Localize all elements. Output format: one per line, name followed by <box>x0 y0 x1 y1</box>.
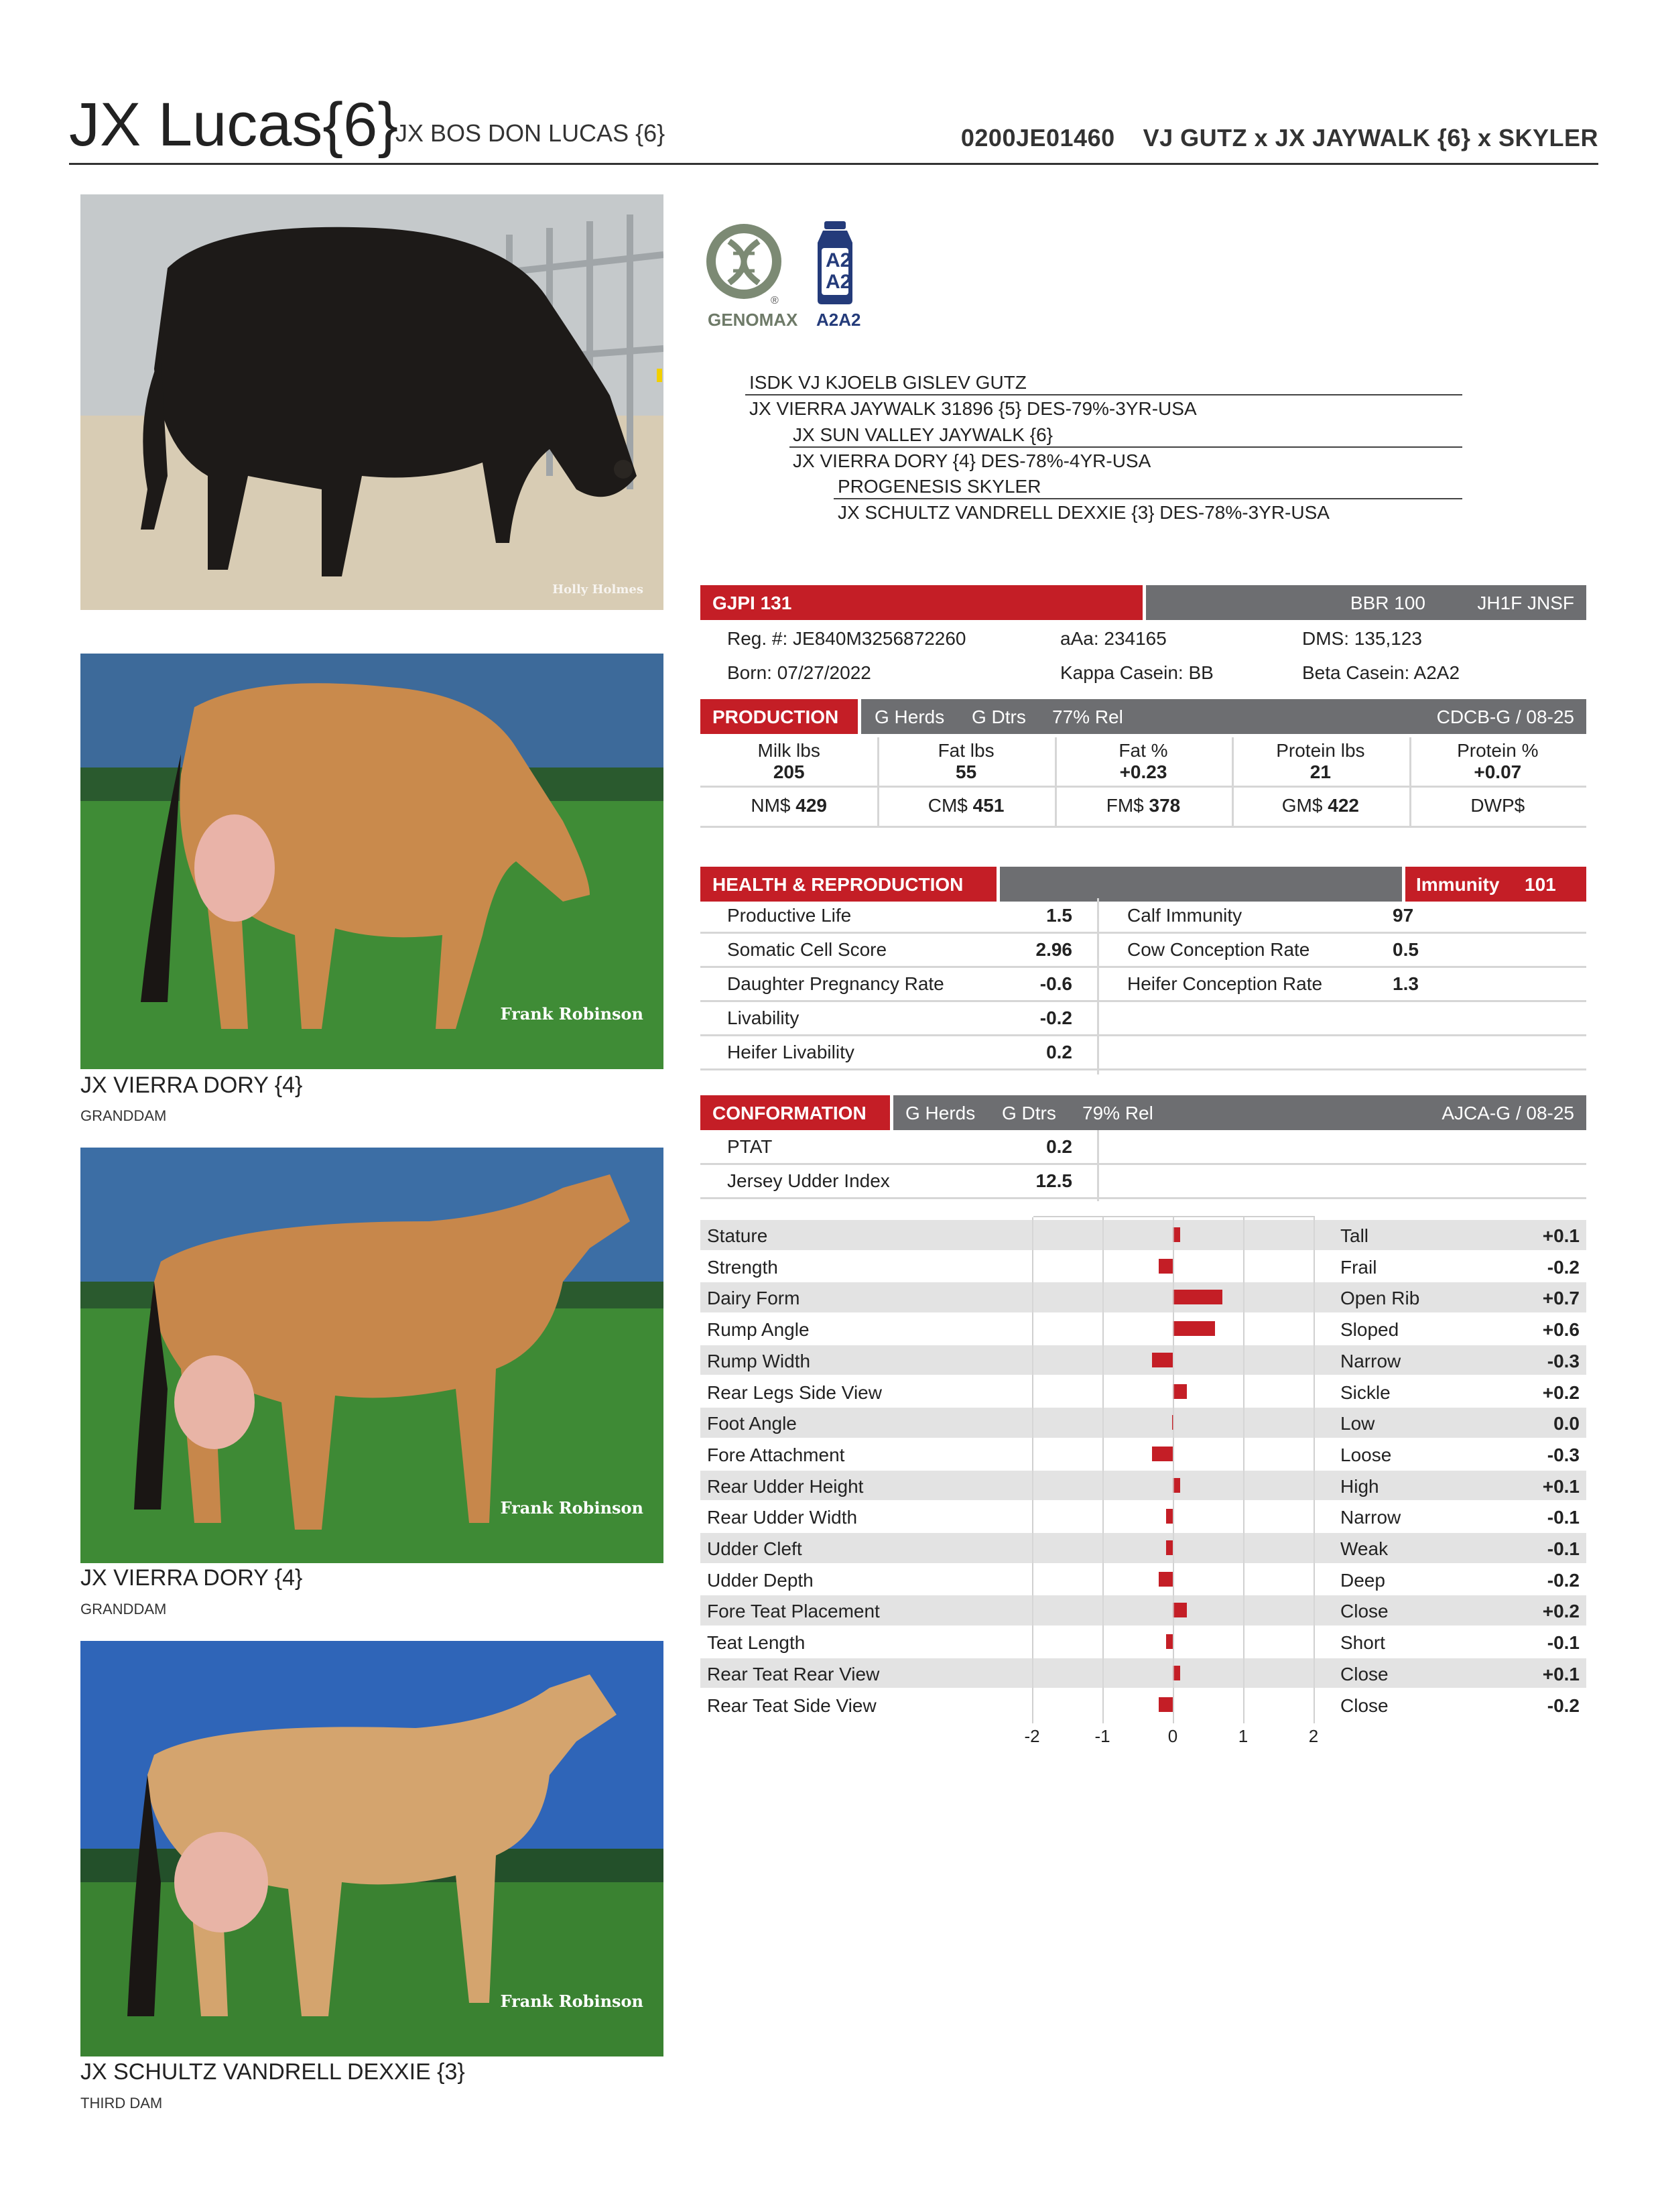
linear-trait-value: -0.2 <box>1547 1256 1580 1278</box>
production-trait-value: 55 <box>956 761 977 782</box>
linear-trait-end: Tall <box>1340 1225 1369 1246</box>
linear-trait-end: Weak <box>1340 1538 1389 1559</box>
linear-trait-name: Teat Length <box>707 1632 806 1654</box>
linear-trait-name: Rump Width <box>707 1350 811 1371</box>
pedigree-rule <box>789 446 1462 448</box>
linear-trait-row <box>700 1408 1586 1438</box>
photo-caption: JX VIERRA DORY {4} <box>80 1072 303 1098</box>
row-divider <box>700 826 1586 828</box>
linear-trait-end: Close <box>1340 1695 1389 1716</box>
column-divider <box>1097 1130 1099 1201</box>
linear-trait-value: -0.2 <box>1547 1569 1580 1591</box>
index-label: FM$ <box>1106 795 1149 816</box>
production-dtrs: G Dtrs <box>972 706 1026 727</box>
health-title: HEALTH & REPRODUCTION <box>712 874 964 895</box>
immunity-bar <box>1405 867 1586 902</box>
health-title-bar <box>700 867 997 902</box>
linear-trait-name: Rear Teat Side View <box>707 1695 877 1716</box>
health-trait-label: Heifer Conception Rate <box>1127 973 1323 994</box>
index-label: GM$ <box>1281 795 1328 816</box>
linear-trait-name: Rump Angle <box>707 1319 810 1341</box>
pedigree-mgs: JX SUN VALLEY JAYWALK {6} <box>793 424 1053 445</box>
granddam-photo-2 <box>80 1148 663 1563</box>
x-tick-label: -1 <box>1094 1726 1110 1747</box>
photo-credit: Holly Holmes <box>552 582 643 597</box>
linear-trait-row <box>700 1690 1586 1720</box>
linear-trait-bar <box>1166 1634 1173 1649</box>
a2a2-label: A2A2 <box>816 310 861 330</box>
bull-photo <box>80 194 663 610</box>
linear-trait-bar <box>1173 1603 1187 1617</box>
linear-trait-bar <box>1152 1447 1173 1461</box>
production-info-bar <box>861 699 1586 734</box>
page-title: JX Lucas{6} <box>69 90 399 159</box>
linear-trait-end: Close <box>1340 1663 1389 1684</box>
reg-number: Reg. #: JE840M3256872260 <box>727 628 966 649</box>
index-value: 422 <box>1328 795 1359 816</box>
linear-trait-value: +0.6 <box>1542 1319 1580 1341</box>
linear-trait-bar <box>1159 1259 1173 1274</box>
linear-trait-end: Loose <box>1340 1444 1392 1465</box>
pedigree-mggs: PROGENESIS SKYLER <box>838 476 1041 497</box>
linear-trait-value: -0.1 <box>1547 1538 1580 1559</box>
photo-subcaption: GRANDDAM <box>80 1601 167 1617</box>
linear-trait-row <box>700 1377 1586 1407</box>
haplotypes: JH1F JNSF <box>1477 593 1574 613</box>
conformation-dtrs: G Dtrs <box>1002 1103 1056 1123</box>
linear-trait-value: -0.3 <box>1547 1444 1580 1465</box>
production-index <box>700 795 877 816</box>
linear-trait-name: Rear Legs Side View <box>707 1381 882 1403</box>
aaa-code: aAa: 234165 <box>1060 628 1167 649</box>
production-rel: 77% Rel <box>1052 706 1123 727</box>
linear-trait-row <box>700 1220 1586 1250</box>
linear-trait-bar <box>1166 1509 1173 1524</box>
pedigree-rule <box>745 394 1462 395</box>
index-label: CM$ <box>928 795 973 816</box>
conformation-title-bar <box>700 1095 890 1130</box>
linear-trait-end: Short <box>1340 1632 1385 1654</box>
linear-trait-name: Fore Teat Placement <box>707 1601 880 1622</box>
health-trait-value: -0.6 <box>1039 973 1072 994</box>
registered-mark: ® <box>771 295 779 306</box>
gjpi-bar <box>700 585 1143 620</box>
linear-trait-row <box>700 1564 1586 1595</box>
linear-trait-bar <box>1152 1353 1173 1367</box>
linear-trait-row <box>700 1282 1586 1312</box>
health-trait-value: 2.96 <box>1035 939 1072 960</box>
linear-trait-row <box>700 1658 1586 1688</box>
conformation-info-bar <box>893 1095 1586 1130</box>
a2a2-logo <box>811 221 865 335</box>
health-trait-value: 97 <box>1393 905 1414 926</box>
production-trait-label: Milk lbs <box>757 740 820 761</box>
a2-mid: A2 <box>826 271 852 293</box>
linear-trait-end: Sickle <box>1340 1381 1391 1403</box>
linear-trait-row <box>700 1439 1586 1469</box>
health-trait-label: Calf Immunity <box>1127 905 1242 926</box>
linear-trait-name: Stature <box>707 1225 768 1246</box>
registered-name: JX BOS DON LUCAS {6} <box>395 119 665 147</box>
linear-trait-row <box>700 1471 1586 1501</box>
photo-credit: Frank Robinson <box>500 1991 643 2011</box>
header-rule <box>69 163 1598 165</box>
conformation-row-label: PTAT <box>727 1136 773 1157</box>
health-trait-value: 1.5 <box>1046 905 1072 926</box>
row-divider <box>700 966 1586 968</box>
production-trait-label: Protein % <box>1457 740 1539 761</box>
row-divider <box>700 1068 1586 1070</box>
x-tick-label: 0 <box>1167 1726 1178 1747</box>
linear-trait-value: -0.3 <box>1547 1350 1580 1371</box>
immunity-label: Immunity <box>1416 874 1500 895</box>
immunity-value: 101 <box>1525 874 1556 895</box>
health-trait-label: Livability <box>727 1007 800 1028</box>
index-label: DWP$ <box>1470 795 1525 816</box>
photo-credit: Frank Robinson <box>500 1004 643 1024</box>
photo-credit: Frank Robinson <box>500 1498 643 1518</box>
x-tick-label: 2 <box>1308 1726 1319 1747</box>
grid-line <box>1173 1217 1174 1721</box>
pedigree-sire: ISDK VJ KJOELB GISLEV GUTZ <box>749 372 1027 393</box>
conformation-source: AJCA-G / 08-25 <box>1442 1103 1574 1123</box>
linear-trait-bar <box>1166 1540 1173 1555</box>
photo-caption: JX SCHULTZ VANDRELL DEXXIE {3} <box>80 2059 465 2085</box>
pedigree-rule <box>834 498 1462 499</box>
row-divider <box>700 1163 1586 1165</box>
linear-trait-value: +0.7 <box>1542 1288 1580 1309</box>
column-divider <box>1097 898 1099 1074</box>
linear-trait-name: Fore Attachment <box>707 1444 845 1465</box>
production-index <box>1055 795 1232 816</box>
linear-trait-bar <box>1159 1572 1173 1587</box>
linear-trait-row <box>700 1627 1586 1657</box>
health-gray-bar <box>1000 867 1402 902</box>
health-trait-value: 0.2 <box>1046 1042 1072 1062</box>
index-value: 378 <box>1149 795 1181 816</box>
code-pedigree-line: 0200JE01460 VJ GUTZ x JX JAYWALK {6} x SKYLER <box>960 124 1598 151</box>
linear-trait-name: Foot Angle <box>707 1413 797 1434</box>
x-tick-label: -2 <box>1024 1726 1040 1747</box>
photo-caption: JX VIERRA DORY {4} <box>80 1565 303 1591</box>
linear-trait-row <box>700 1533 1586 1563</box>
grid-top <box>1033 1216 1315 1217</box>
index-label: NM$ <box>751 795 796 816</box>
linear-trait-value: +0.2 <box>1542 1601 1580 1622</box>
pedigree-granddam: JX VIERRA DORY {4} DES-78%-4YR-USA <box>793 450 1151 471</box>
linear-trait-row <box>700 1314 1586 1344</box>
x-tick-label: 1 <box>1238 1726 1249 1747</box>
linear-trait-value: 0.0 <box>1553 1413 1580 1434</box>
pedigree-dam: JX VIERRA JAYWALK 31896 {5} DES-79%-3YR-USA <box>749 398 1197 419</box>
health-trait-value: 1.3 <box>1393 973 1419 994</box>
production-trait-label: Protein lbs <box>1276 740 1365 761</box>
linear-trait-value: +0.1 <box>1542 1663 1580 1684</box>
linear-trait-row <box>700 1251 1586 1282</box>
row-divider <box>700 932 1586 934</box>
production-trait-value: +0.23 <box>1119 761 1167 782</box>
health-trait-label: Daughter Pregnancy Rate <box>727 973 944 994</box>
linear-trait-name: Strength <box>707 1256 778 1278</box>
grid-line <box>1243 1217 1244 1721</box>
bbr-value: BBR 100 <box>1350 593 1425 613</box>
linear-trait-value: +0.1 <box>1542 1475 1580 1497</box>
linear-trait-value: +0.1 <box>1542 1225 1580 1246</box>
linear-trait-row <box>700 1595 1586 1625</box>
linear-trait-end: Narrow <box>1340 1350 1401 1371</box>
grid-line <box>1032 1217 1033 1721</box>
a2-top: A2 <box>826 249 852 271</box>
conformation-row-label: Jersey Udder Index <box>727 1170 890 1191</box>
production-trait-value: 205 <box>773 761 805 782</box>
linear-trait-bar <box>1173 1290 1222 1304</box>
linear-trait-bar <box>1159 1697 1173 1712</box>
kappa-casein: Kappa Casein: BB <box>1060 662 1214 683</box>
photo-subcaption: GRANDDAM <box>80 1107 167 1124</box>
linear-trait-name: Udder Cleft <box>707 1538 802 1559</box>
row-divider <box>700 1000 1586 1002</box>
granddam-photo <box>80 654 663 1069</box>
genomax-label: GENOMAX <box>708 310 798 330</box>
index-value: 451 <box>972 795 1005 816</box>
production-index <box>877 795 1054 816</box>
birth-date: Born: 07/27/2022 <box>727 662 871 683</box>
third-dam-photo <box>80 1641 663 2056</box>
health-trait-label: Productive Life <box>727 905 852 926</box>
production-title: PRODUCTION <box>712 706 839 727</box>
linear-trait-value: -0.1 <box>1547 1632 1580 1654</box>
linear-trait-name: Rear Udder Height <box>707 1475 864 1497</box>
production-index <box>1409 795 1586 816</box>
linear-trait-end: Open Rib <box>1340 1288 1420 1309</box>
linear-trait-end: Narrow <box>1340 1507 1401 1528</box>
health-trait-label: Somatic Cell Score <box>727 939 887 960</box>
grid-line <box>1314 1217 1315 1721</box>
row-divider <box>700 1197 1586 1199</box>
production-source: CDCB-G / 08-25 <box>1436 706 1574 727</box>
health-trait-value: 0.5 <box>1393 939 1419 960</box>
linear-trait-value: -0.1 <box>1547 1507 1580 1528</box>
linear-trait-name: Rear Udder Width <box>707 1507 858 1528</box>
production-trait-value: +0.07 <box>1474 761 1522 782</box>
production-title-bar <box>700 699 858 734</box>
linear-trait-end: Sloped <box>1340 1319 1399 1341</box>
genomax-logo <box>704 221 798 335</box>
linear-trait-name: Dairy Form <box>707 1288 800 1309</box>
bbr-bar <box>1146 585 1586 620</box>
photo-subcaption: THIRD DAM <box>80 2095 163 2111</box>
health-trait-label: Cow Conception Rate <box>1127 939 1310 960</box>
gjpi-value: GJPI 131 <box>712 593 792 613</box>
linear-trait-bar <box>1173 1321 1215 1336</box>
linear-trait-end: Close <box>1340 1601 1389 1622</box>
grid-line <box>1102 1217 1104 1721</box>
linear-trait-name: Udder Depth <box>707 1569 814 1591</box>
row-divider <box>700 1034 1586 1036</box>
production-herds: G Herds <box>875 706 945 727</box>
row-divider <box>700 786 1586 788</box>
conformation-row-value: 12.5 <box>1035 1170 1072 1191</box>
health-trait-label: Heifer Livability <box>727 1042 854 1062</box>
conformation-title: CONFORMATION <box>712 1103 867 1123</box>
linear-trait-end: Deep <box>1340 1569 1385 1591</box>
index-value: 429 <box>795 795 827 816</box>
beta-casein: Beta Casein: A2A2 <box>1302 662 1460 683</box>
production-index <box>1232 795 1409 816</box>
linear-trait-value: +0.2 <box>1542 1381 1580 1403</box>
linear-trait-end: Low <box>1340 1413 1375 1434</box>
conformation-row-value: 0.2 <box>1046 1136 1072 1157</box>
production-trait-label: Fat lbs <box>938 740 995 761</box>
linear-trait-end: Frail <box>1340 1256 1377 1278</box>
conformation-herds: G Herds <box>905 1103 976 1123</box>
conformation-rel: 79% Rel <box>1082 1103 1153 1123</box>
production-trait-value: 21 <box>1309 761 1331 782</box>
linear-trait-bar <box>1173 1384 1187 1399</box>
linear-trait-end: High <box>1340 1475 1379 1497</box>
production-trait-label: Fat % <box>1118 740 1168 761</box>
linear-trait-value: -0.2 <box>1547 1695 1580 1716</box>
linear-trait-name: Rear Teat Rear View <box>707 1663 880 1684</box>
pedigree-third-dam: JX SCHULTZ VANDRELL DEXXIE {3} DES-78%-3YR-USA <box>838 502 1330 523</box>
linear-trait-row <box>700 1345 1586 1375</box>
health-trait-value: -0.2 <box>1039 1007 1072 1028</box>
linear-trait-row <box>700 1501 1586 1532</box>
dms-code: DMS: 135,123 <box>1302 628 1422 649</box>
